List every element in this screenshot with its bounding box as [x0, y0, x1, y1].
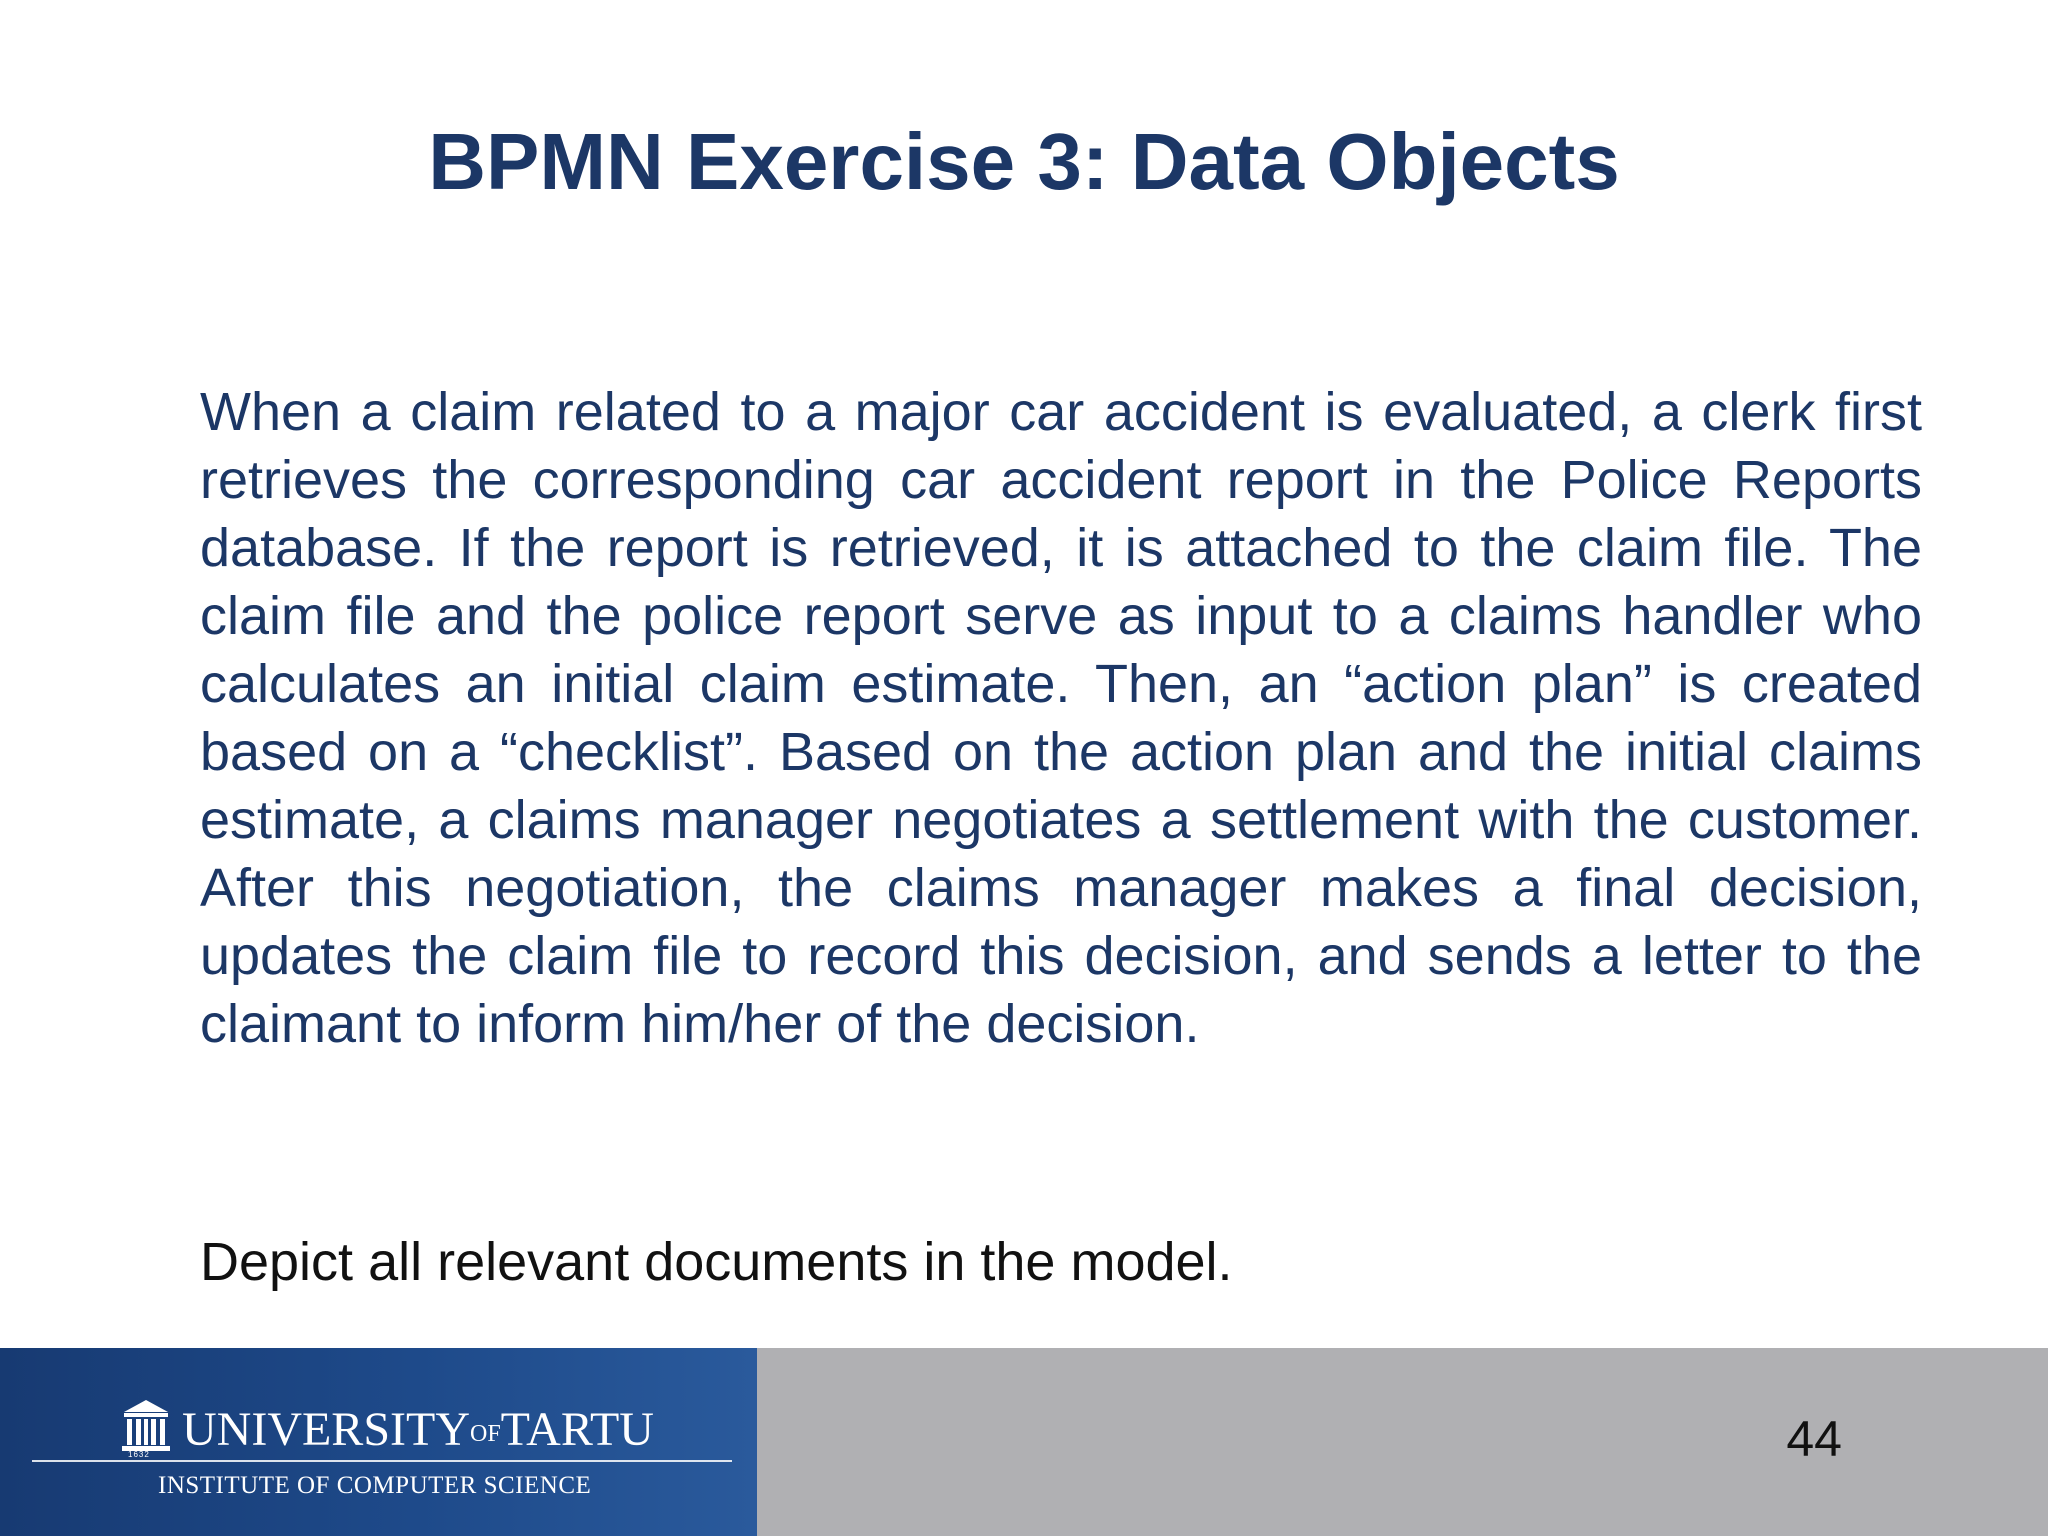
logo-year: 1632 [128, 1450, 150, 1459]
exercise-description: When a claim related to a major car accident is evaluated, a clerk first retrieves the corresponding car accident report in the Police Reports database. If the report is retrieved, it is attached to the claim file. The claim file and the police report serve as input to a claims handler who calculates an initial claim estimate. Then, an “action plan” is created based on a “checklist”. Based on the action plan and the initial claims estimate, a claims manager negotiates a settlement with the customer. After this negotiation, the claims manager makes a final decision, updates the claim file to record this decision, and sends a letter to the claimant to inform him/her of the decision. [200, 382, 1922, 1054]
slide-footer [0, 1348, 2048, 1536]
institute-name: INSTITUTE OF COMPUTER SCIENCE [158, 1472, 592, 1499]
page-number: 44 [1786, 1411, 1842, 1467]
university-building-icon [120, 1398, 172, 1458]
university-name: UNIVERSITYOFTARTU [182, 1403, 654, 1456]
slide-title: BPMN Exercise 3: Data Objects [428, 117, 1620, 206]
footer-gray-bar [757, 1348, 2048, 1536]
university-logo-banner [0, 1348, 757, 1536]
university-logo [120, 1398, 654, 1458]
exercise-instruction: Depict all relevant documents in the model. [200, 1232, 1233, 1292]
logo-divider [32, 1460, 732, 1462]
